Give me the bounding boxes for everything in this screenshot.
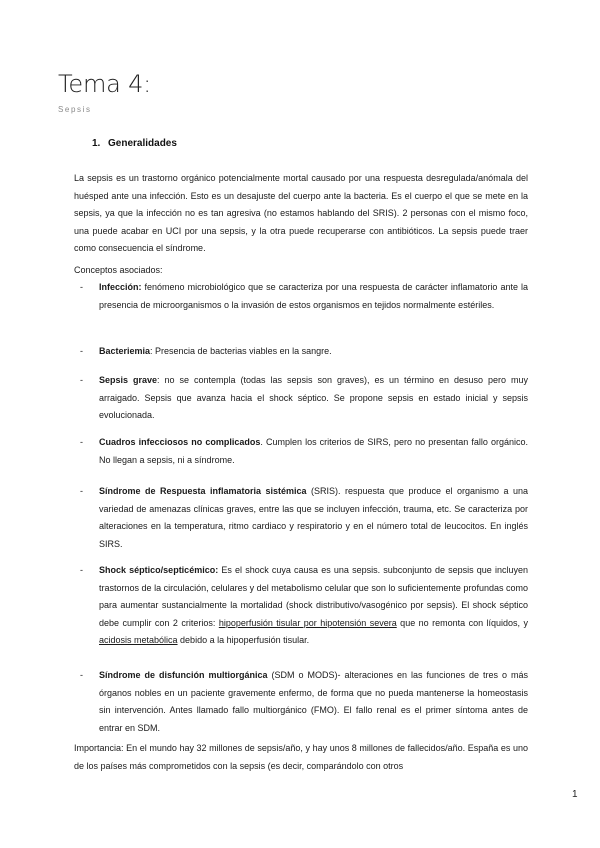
bullet-dash: -	[80, 565, 83, 575]
bullet-dash: -	[80, 670, 83, 680]
list-item	[74, 372, 528, 425]
concept-term: Infección:	[99, 282, 142, 292]
page-title: Tema 4:	[58, 70, 152, 98]
concepts-label: Conceptos asociados:	[74, 265, 163, 275]
concept-term: Shock séptico/septicémico:	[99, 565, 219, 575]
concept-term: Síndrome de disfunción multiorgánica	[99, 670, 268, 680]
concept-text: (SRIS). respuesta que produce el organismo a una variedad de amenazas clínicas graves, entre las que se incluyen infección, trauma, etc. Se caracteriza por alteraciones en la temperatura, ritmo cardiaco y respiratorio y en el número total de leucocitos. En inglés SIRS.	[99, 486, 528, 549]
section-title: Generalidades	[108, 138, 177, 149]
bullet-dash: -	[80, 437, 83, 447]
bullet-dash: -	[80, 486, 83, 496]
list-item	[74, 483, 528, 553]
concept-text: : no se contempla (todas las sepsis son graves), es un término en desuso pero muy arraigado. Sepsis que avanza hacia el shock séptico. Se propone sepsis en estado inicial y sepsis evolucionada.	[99, 375, 528, 421]
importance-paragraph: Importancia: En el mundo hay 32 millones de sepsis/año, y hay unos 8 millones de fallecidos/año. España es uno de los países más comprometidos con la sepsis (es decir, comparándolo con otros	[74, 743, 528, 771]
bullet-dash: -	[80, 375, 83, 385]
bullet-dash: -	[80, 282, 83, 292]
section-heading	[92, 138, 177, 149]
concept-term: Bacteriemia	[99, 346, 151, 356]
concept-text: : Presencia de bacterias viables en la sangre.	[150, 346, 332, 356]
underlined-criterion-1: hipoperfusión tisular por hipotensión severa	[218, 617, 397, 628]
list-item	[74, 279, 528, 314]
intro-paragraph: La sepsis es un trastorno orgánico potencialmente mortal causado por una respuesta desregulada/anómala del huésped ante una infección. Esto es un desajuste del cuerpo ante la bacteria. Es el cuerpo el que se mete en la sepsis, ya que la infección no es tan agresiva (no estamos hablando del SRIS). 2 personas con el mismo foco, una puede acabar en UCI por una sepsis, y la otra puede recuperarse con antibióticos. La sepsis puede traer como consecuencia el síndrome.	[74, 173, 528, 254]
concept-text: (SDM o MODS)- alteraciones en las funciones de tres o más órganos nobles en un paciente gravemente enfermo, de forma que no pueda mantenerse la homeostasis sin intervención. Antes llamado fallo multiorgánico (FMO). El fallo renal es el primer síntoma antes de entrar en SDM.	[99, 670, 528, 733]
bullet-dash: -	[80, 346, 83, 356]
concept-text-tail: debido a la hipoperfusión tisular.	[177, 635, 310, 646]
list-item	[74, 434, 528, 469]
concept-text: . Cumplen los criterios de SIRS, pero no presentan fallo orgánico. No llegan a sepsis, ni a síndrome.	[99, 437, 528, 465]
concept-text: Es el shock cuya causa es una sepsis. subconjunto de sepsis que incluyen trastornos de la circulación, celulares y del metabolismo celular que son lo suficientemente profundas como para aumentar sustancialmente la mortalidad (shock distributivo/vasogénico por sepsis). El shock séptico debe cumplir con 2 criterios:	[99, 565, 528, 628]
concept-term: Sepsis grave	[99, 375, 158, 385]
concept-term: Cuadros infecciosos no complicados	[99, 437, 261, 447]
concept-text: fenómeno microbiológico que se caracteriza por una respuesta de carácter inflamatorio ante la presencia de microorganismos o la invasión de estos organismos en tejidos normalmente estériles.	[99, 282, 528, 310]
list-item	[74, 562, 528, 650]
list-item	[74, 343, 528, 361]
concept-text-mid: que no remonta con líquidos, y	[396, 617, 529, 628]
list-item	[74, 667, 528, 737]
page-number: 1	[572, 789, 578, 800]
concept-term: Síndrome de Respuesta inflamatoria sistémica	[99, 486, 307, 496]
underlined-criterion-2: acidosis metabólica	[99, 635, 178, 646]
page-subtitle: Sepsis	[58, 105, 92, 114]
section-number: 1.	[92, 138, 101, 149]
